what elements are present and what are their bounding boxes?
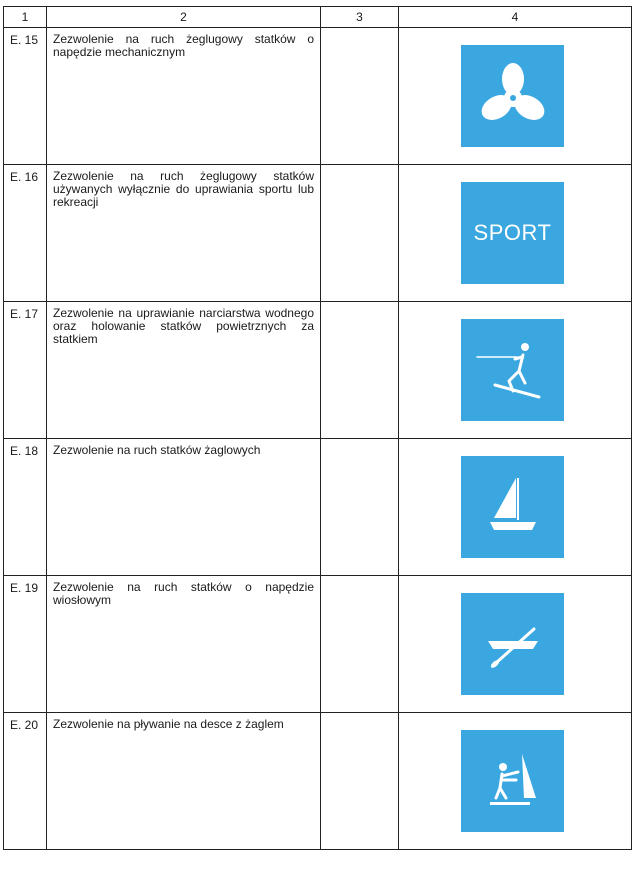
table-row (4, 302, 632, 439)
sign-code: E. 20 (10, 718, 39, 732)
description-cell (47, 302, 321, 439)
header-col-2: 2 (47, 7, 321, 28)
code-cell (4, 713, 47, 850)
sign-description: Zezwolenie na pływanie na desce z żaglem (53, 717, 284, 731)
regulation-sign-table (3, 6, 632, 850)
sign-code: E. 15 (10, 33, 39, 47)
code-cell (4, 165, 47, 302)
sign-description: Zezwolenie na ruch statków o napędzie wiosłowym (53, 580, 314, 607)
sign-cell (399, 713, 632, 850)
sign-cell (399, 165, 632, 302)
sign-description: Zezwolenie na ruch żeglugowy statków o napędzie mechanicznym (53, 32, 314, 59)
code-cell (4, 302, 47, 439)
sign-cell (399, 302, 632, 439)
sign-cell (399, 28, 632, 165)
sign-e15 (461, 45, 564, 147)
code-cell (4, 576, 47, 713)
description-cell (47, 576, 321, 713)
sign-description: Zezwolenie na ruch żeglugowy statków używanych wyłącznie do uprawiania sportu lub rekreacji (53, 169, 314, 209)
sign-code: E. 17 (10, 307, 39, 321)
description-cell (47, 713, 321, 850)
rowboat-icon (478, 609, 548, 679)
column3-cell (321, 713, 399, 850)
column3-cell (321, 28, 399, 165)
table-row (4, 439, 632, 576)
header-col-3: 3 (321, 7, 399, 28)
sign-e17 (461, 319, 564, 421)
sign-code: E. 18 (10, 444, 39, 458)
column3-cell (321, 576, 399, 713)
sign-description: Zezwolenie na uprawianie narciarstwa wodnego oraz holowanie statków powietrznych za statkiem (53, 306, 314, 346)
table-row (4, 576, 632, 713)
table-header-row (4, 7, 632, 28)
header-col-4: 4 (399, 7, 632, 28)
windsurfer-icon (478, 746, 548, 816)
sign-e16 (461, 182, 564, 284)
code-cell (4, 439, 47, 576)
sign-cell (399, 576, 632, 713)
propeller-icon (478, 61, 548, 131)
code-cell (4, 28, 47, 165)
description-cell (47, 28, 321, 165)
table-row (4, 165, 632, 302)
sign-cell (399, 439, 632, 576)
sign-code: E. 19 (10, 581, 39, 595)
sport-sign-text: SPORT (473, 220, 552, 245)
table-row (4, 713, 632, 850)
sign-description: Zezwolenie na ruch statków żaglowych (53, 443, 261, 457)
sign-e19 (461, 593, 564, 695)
column3-cell (321, 439, 399, 576)
table-row (4, 28, 632, 165)
sailboat-icon (478, 472, 548, 542)
sign-code: E. 16 (10, 170, 39, 184)
description-cell (47, 165, 321, 302)
column3-cell (321, 302, 399, 439)
header-col-1: 1 (4, 7, 47, 28)
description-cell (47, 439, 321, 576)
sign-e18 (461, 456, 564, 558)
water-skier-icon (473, 335, 553, 405)
sign-e20 (461, 730, 564, 832)
column3-cell (321, 165, 399, 302)
